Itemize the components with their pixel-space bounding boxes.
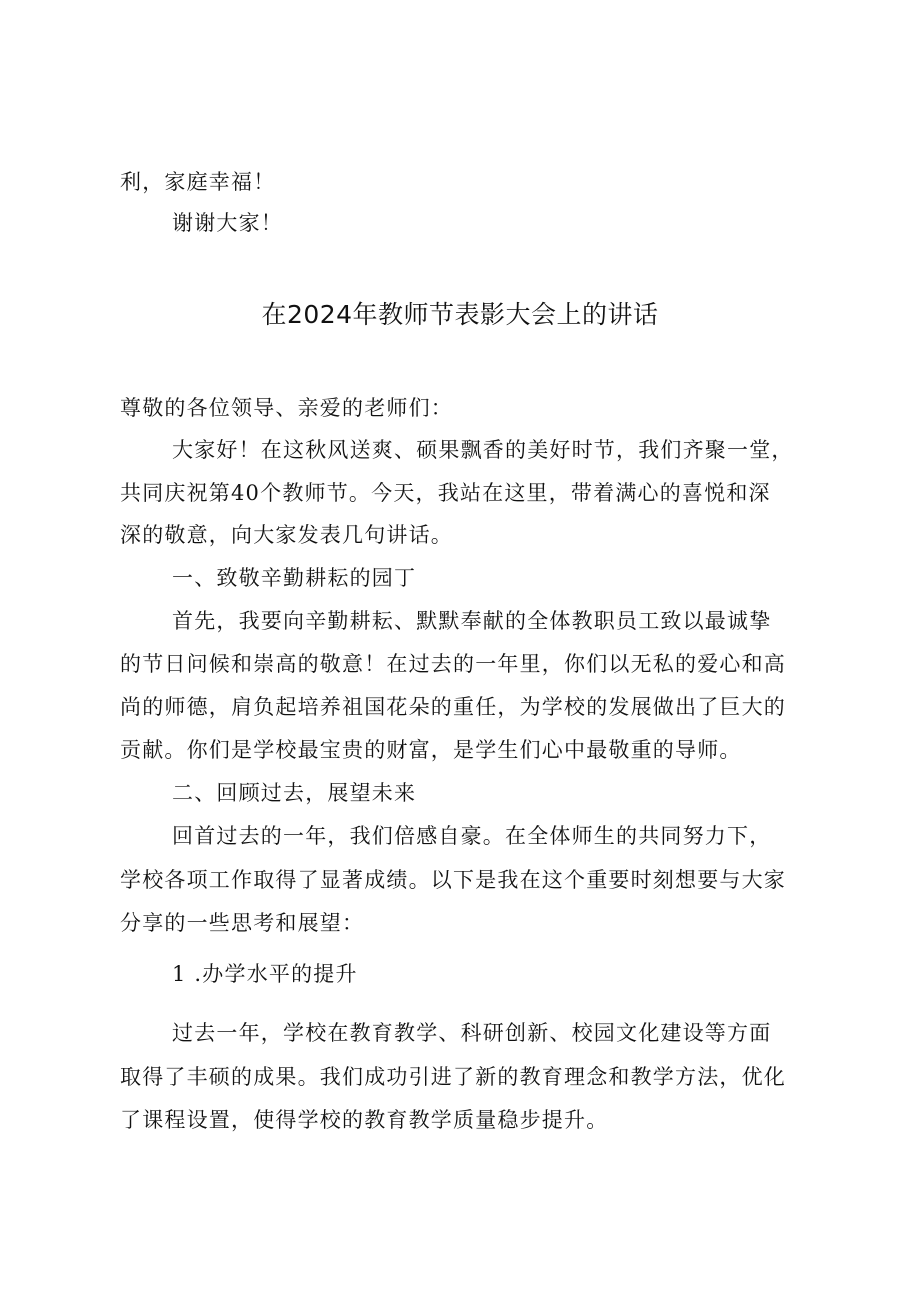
- previous-speech-thanks-line: 谢谢大家！: [172, 211, 283, 235]
- subsection1-paragraph-line: 过去一年，学校在教育教学、科研创新、校园文化建设等方面: [172, 1021, 772, 1045]
- speech-title: 在2024年教师节表影大会上的讲话: [261, 300, 659, 329]
- section1-paragraph-line: 尚的师德，肩负起培养祖国花朵的重任，为学校的发展做出了巨大的: [120, 695, 786, 719]
- section-heading-1: 一、致敬辛勤耕耘的园丁: [172, 566, 417, 590]
- section2-paragraph-line: 分享的一些思考和展望：: [120, 911, 365, 935]
- intro-paragraph-line: 大家好！在这秋风送爽、硕果飘香的美好时节，我们齐聚一堂，: [172, 438, 794, 462]
- subsection1-paragraph-line: 取得了丰硕的成果。我们成功引进了新的教育理念和教学方法，优化: [120, 1065, 786, 1089]
- section-heading-2: 二、回顾过去，展望未来: [172, 781, 417, 805]
- intro-paragraph-line: 深的敬意，向大家发表几句讲话。: [120, 523, 453, 547]
- subsection1-paragraph-line: 了课程设置，使得学校的教育教学质量稳步提升。: [120, 1108, 609, 1132]
- subsection-heading-1: 1 .办学水平的提升: [172, 962, 358, 986]
- section1-paragraph-line: 首先，我要向辛勤耕耘、默默奉献的全体教职员工致以最诚挚: [172, 609, 772, 633]
- previous-speech-closing-line: 利，家庭幸福！: [120, 170, 276, 194]
- section1-paragraph-line: 的节日问候和崇高的敬意！在过去的一年里，你们以无私的爱心和高: [120, 652, 786, 676]
- section2-paragraph-line: 学校各项工作取得了显著成绩。以下是我在这个重要时刻想要与大家: [120, 868, 786, 892]
- section1-paragraph-line: 贡献。你们是学校最宝贵的财富，是学生们心中最敬重的导师。: [120, 738, 742, 762]
- section2-paragraph-line: 回首过去的一年，我们倍感自豪。在全体师生的共同努力下，: [172, 824, 772, 848]
- intro-paragraph-line: 共同庆祝第40个教师节。今天，我站在这里，带着满心的喜悦和深: [120, 481, 771, 505]
- salutation: 尊敬的各位领导、亲爱的老师们：: [120, 396, 453, 420]
